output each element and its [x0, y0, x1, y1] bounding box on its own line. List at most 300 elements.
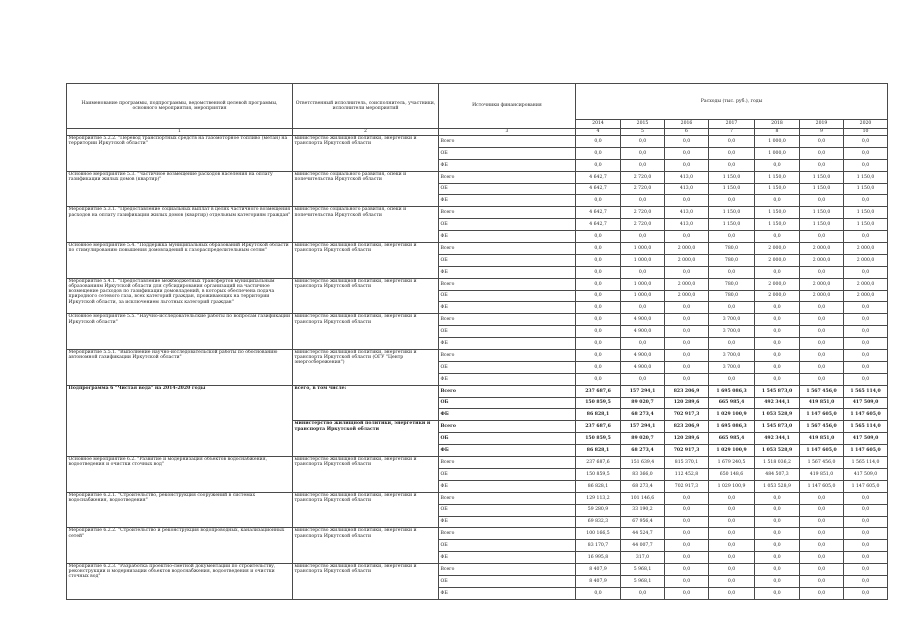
value-cell: 83 170,7	[576, 540, 621, 552]
value-cell: 417 509,0	[844, 433, 888, 445]
source-cell: Всего	[439, 385, 576, 397]
value-cell: 0,0	[844, 147, 888, 159]
value-cell: 0,0	[665, 195, 709, 207]
value-cell: 0,0	[755, 528, 800, 540]
value-cell: 0,0	[576, 195, 621, 207]
value-cell: 67 956,4	[621, 516, 665, 528]
value-cell: 0,0	[755, 361, 800, 373]
value-cell: 0,0	[755, 231, 800, 243]
value-cell: 1 029 100,9	[709, 409, 755, 421]
value-cell: 4 642,7	[576, 183, 621, 195]
value-cell: 0,0	[709, 338, 755, 350]
value-cell: 4 642,7	[576, 207, 621, 219]
value-cell: 89 020,7	[621, 433, 665, 445]
value-cell: 0,0	[800, 159, 844, 171]
value-cell: 1 150,0	[709, 171, 755, 183]
program-name-cell: Мероприятие 6.2.2. "Строительство и реконструкция водопроводных, канализационных сетей"	[67, 528, 293, 564]
value-cell: 0,0	[621, 302, 665, 314]
source-cell: Всего	[439, 207, 576, 219]
value-cell: 0,0	[800, 564, 844, 576]
value-cell: 1 545 873,0	[755, 421, 800, 433]
value-cell: 0,0	[665, 587, 709, 599]
source-cell: ОБ	[439, 468, 576, 480]
value-cell: 0,0	[844, 373, 888, 385]
table-row	[67, 492, 888, 504]
value-cell: 0,0	[800, 326, 844, 338]
value-cell: 151 639,4	[621, 457, 665, 469]
program-name-cell: Мероприятие 5.4.1. "Предоставление межбюджетных трансфертов муниципальным образованиям Иркутской области для субсидирования организаций на частичное возмещение расходов по газификации домовладений, в которых обеспечена подача природного сетевого газа, всех категорий граждан, проживающих на территории Иркутской области, за исключением льготных категорий граждан"	[67, 278, 293, 314]
value-cell: 120 289,6	[665, 397, 709, 409]
value-cell: 1 150,0	[709, 183, 755, 195]
value-cell: 1 147 605,0	[844, 445, 888, 457]
value-cell: 0,0	[844, 361, 888, 373]
value-cell: 0,0	[755, 338, 800, 350]
value-cell: 317,0	[621, 552, 665, 564]
program-name-cell: Мероприятие 6.2.1. "Строительство, реконструкция сооружений в системах водоснабжения, водоотведения"	[67, 492, 293, 528]
value-cell: 120 289,6	[665, 433, 709, 445]
value-cell: 0,0	[665, 373, 709, 385]
value-cell: 86 828,1	[576, 480, 621, 492]
value-cell: 2 000,0	[665, 243, 709, 255]
value-cell: 0,0	[800, 147, 844, 159]
source-cell: ФБ	[439, 231, 576, 243]
value-cell: 0,0	[755, 350, 800, 362]
value-cell: 0,0	[844, 195, 888, 207]
header-year: 2015	[621, 120, 665, 129]
table-row	[67, 243, 888, 255]
value-cell: 0,0	[755, 575, 800, 587]
value-cell: 2 720,0	[621, 207, 665, 219]
value-cell: 0,0	[576, 290, 621, 302]
value-cell: 0,0	[709, 147, 755, 159]
source-cell: ОБ	[439, 540, 576, 552]
value-cell: 1 150,0	[800, 171, 844, 183]
value-cell: 0,0	[576, 266, 621, 278]
value-cell: 780,0	[709, 243, 755, 255]
value-cell: 2 720,0	[621, 219, 665, 231]
source-cell: ФБ	[439, 480, 576, 492]
value-cell: 4 642,7	[576, 219, 621, 231]
value-cell: 0,0	[576, 338, 621, 350]
value-cell: 1 000,0	[755, 136, 800, 148]
value-cell: 0,0	[665, 326, 709, 338]
value-cell: 0,0	[709, 528, 755, 540]
subprogram-ministry-label: министерство жилищной политики, энергетики и транспорта Иркутской области	[293, 421, 439, 457]
source-cell: ФБ	[439, 445, 576, 457]
value-cell: 2 000,0	[800, 278, 844, 290]
table-row	[67, 171, 888, 183]
header-year: 2019	[800, 120, 844, 129]
value-cell: 665 985,4	[709, 397, 755, 409]
value-cell: 702 917,3	[665, 409, 709, 421]
header-expenses: Расходы (тыс. руб.), годы	[576, 84, 888, 120]
value-cell: 0,0	[800, 350, 844, 362]
value-cell: 1 150,0	[800, 219, 844, 231]
value-cell: 0,0	[709, 159, 755, 171]
value-cell: 0,0	[709, 195, 755, 207]
value-cell: 0,0	[844, 528, 888, 540]
value-cell: 1 150,0	[709, 207, 755, 219]
source-cell: ОБ	[439, 219, 576, 231]
table-row	[67, 457, 888, 469]
value-cell: 0,0	[800, 587, 844, 599]
source-cell: ФБ	[439, 409, 576, 421]
source-cell: Всего	[439, 278, 576, 290]
executor-cell: министерство жилищной политики, энергетики и транспорта Иркутской области	[293, 528, 439, 564]
value-cell: 2 000,0	[755, 278, 800, 290]
value-cell: 0,0	[621, 136, 665, 148]
subprogram-name-cell: Подпрограмма 6 "Чистая вода" на 2014-2020 годы	[67, 385, 293, 456]
subprogram-total-label: всего, в том числе:	[293, 385, 439, 421]
value-cell: 0,0	[665, 504, 709, 516]
source-cell: Всего	[439, 136, 576, 148]
header-year: 2016	[665, 120, 709, 129]
source-cell: ФБ	[439, 587, 576, 599]
value-cell: 157 294,1	[621, 421, 665, 433]
source-cell: Всего	[439, 243, 576, 255]
value-cell: 237 687,6	[576, 421, 621, 433]
program-name-cell: Мероприятие 5.2.2. "Перевод транспортных средств на газомоторное топливо (метан) на территории Иркутской области"	[67, 136, 293, 172]
table-row	[67, 314, 888, 326]
value-cell: 1 150,0	[800, 183, 844, 195]
executor-cell: министерство жилищной политики, энергетики и транспорта Иркутской области	[293, 457, 439, 493]
source-cell: ФБ	[439, 195, 576, 207]
value-cell: 0,0	[755, 195, 800, 207]
value-cell: 0,0	[844, 575, 888, 587]
value-cell: 1 053 528,9	[755, 409, 800, 421]
value-cell: 0,0	[800, 314, 844, 326]
value-cell: 0,0	[844, 231, 888, 243]
value-cell: 0,0	[621, 147, 665, 159]
source-cell: ФБ	[439, 159, 576, 171]
table-row	[67, 350, 888, 362]
value-cell: 1 029 100,9	[709, 480, 755, 492]
value-cell: 2 000,0	[844, 243, 888, 255]
source-cell: ОБ	[439, 433, 576, 445]
value-cell: 1 147 605,0	[844, 480, 888, 492]
value-cell: 1 567 456,0	[800, 457, 844, 469]
value-cell: 0,0	[709, 504, 755, 516]
value-cell: 1 695 086,3	[709, 385, 755, 397]
value-cell: 150 859,5	[576, 433, 621, 445]
value-cell: 0,0	[621, 373, 665, 385]
value-cell: 1 150,0	[844, 219, 888, 231]
value-cell: 2 000,0	[800, 243, 844, 255]
value-cell: 1 565 114,0	[844, 421, 888, 433]
value-cell: 0,0	[665, 147, 709, 159]
value-cell: 419 851,0	[800, 397, 844, 409]
value-cell: 1 147 605,0	[800, 445, 844, 457]
column-number: 1	[67, 129, 293, 136]
table-row	[67, 278, 888, 290]
value-cell: 150 859,5	[576, 468, 621, 480]
value-cell: 33 190,2	[621, 504, 665, 516]
column-number: 4	[576, 129, 621, 136]
value-cell: 2 000,0	[755, 254, 800, 266]
value-cell: 100 166,5	[576, 528, 621, 540]
value-cell: 1 150,0	[800, 207, 844, 219]
value-cell: 3 700,0	[709, 361, 755, 373]
value-cell: 1 518 036,2	[755, 457, 800, 469]
source-cell: ОБ	[439, 326, 576, 338]
executor-cell: министерство жилищной политики, энергетики и транспорта Иркутской области	[293, 564, 439, 600]
value-cell: 1 000,0	[755, 147, 800, 159]
value-cell: 484 507,3	[755, 468, 800, 480]
table-row	[67, 564, 888, 576]
value-cell: 1 695 086,3	[709, 421, 755, 433]
source-cell: Всего	[439, 457, 576, 469]
value-cell: 2 000,0	[844, 254, 888, 266]
value-cell: 702 917,3	[665, 480, 709, 492]
value-cell: 0,0	[576, 587, 621, 599]
value-cell: 2 000,0	[844, 290, 888, 302]
value-cell: 0,0	[800, 504, 844, 516]
executor-cell: министерство жилищной политики, энергетики и транспорта Иркутской области	[293, 136, 439, 172]
value-cell: 0,0	[576, 350, 621, 362]
value-cell: 417 509,0	[844, 468, 888, 480]
value-cell: 0,0	[709, 516, 755, 528]
value-cell: 0,0	[665, 136, 709, 148]
value-cell: 0,0	[844, 540, 888, 552]
value-cell: 16 995,8	[576, 552, 621, 564]
value-cell: 1 545 873,0	[755, 385, 800, 397]
value-cell: 44 524,7	[621, 528, 665, 540]
value-cell: 823 206,9	[665, 421, 709, 433]
source-cell: Всего	[439, 171, 576, 183]
value-cell: 44 007,7	[621, 540, 665, 552]
value-cell: 150 859,5	[576, 397, 621, 409]
column-number: 10	[844, 129, 888, 136]
value-cell: 2 000,0	[844, 278, 888, 290]
value-cell: 0,0	[621, 338, 665, 350]
column-number: 2	[293, 129, 439, 136]
value-cell: 0,0	[755, 552, 800, 564]
value-cell: 0,0	[576, 302, 621, 314]
value-cell: 0,0	[576, 243, 621, 255]
value-cell: 0,0	[709, 266, 755, 278]
source-cell: Всего	[439, 421, 576, 433]
value-cell: 4 642,7	[576, 171, 621, 183]
value-cell: 1 000,0	[621, 254, 665, 266]
value-cell: 0,0	[576, 254, 621, 266]
value-cell: 0,0	[665, 350, 709, 362]
header-year: 2017	[709, 120, 755, 129]
value-cell: 0,0	[665, 516, 709, 528]
source-cell: ОБ	[439, 397, 576, 409]
value-cell: 413,0	[665, 207, 709, 219]
value-cell: 1 000,0	[621, 290, 665, 302]
value-cell: 0,0	[755, 266, 800, 278]
value-cell: 89 020,7	[621, 397, 665, 409]
value-cell: 0,0	[844, 552, 888, 564]
value-cell: 1 000,0	[621, 243, 665, 255]
column-number: 8	[755, 129, 800, 136]
value-cell: 0,0	[844, 136, 888, 148]
value-cell: 0,0	[755, 516, 800, 528]
value-cell: 0,0	[844, 504, 888, 516]
value-cell: 8 407,9	[576, 564, 621, 576]
value-cell: 0,0	[576, 326, 621, 338]
value-cell: 3 700,0	[709, 314, 755, 326]
value-cell: 0,0	[665, 159, 709, 171]
value-cell: 0,0	[844, 587, 888, 599]
program-name-cell: Мероприятие 5.3.1. "Предоставление социальных выплат в целях частичного возмещения расходов на оплату газификации жилых домов (квартир) отдельным категориям граждан"	[67, 207, 293, 243]
program-name-cell: Основное мероприятие 5.4. "Поддержка муниципальных образований Иркутской области по стимулированию повышения домовладений к газораспределительным сетям"	[67, 243, 293, 279]
value-cell: 780,0	[709, 254, 755, 266]
value-cell: 8 407,9	[576, 575, 621, 587]
value-cell: 129 113,2	[576, 492, 621, 504]
value-cell: 0,0	[755, 587, 800, 599]
value-cell: 2 000,0	[755, 290, 800, 302]
value-cell: 0,0	[576, 147, 621, 159]
source-cell: ОБ	[439, 147, 576, 159]
value-cell: 0,0	[800, 373, 844, 385]
value-cell: 112 452,8	[665, 468, 709, 480]
program-name-cell: Мероприятие 5.5.1. "Выполнение научно-исследовательской работы по обоснованию автономной газификации Иркутской области"	[67, 350, 293, 386]
executor-cell: министерство жилищной политики, энергетики и транспорта Иркутской области	[293, 492, 439, 528]
value-cell: 237 687,6	[576, 385, 621, 397]
value-cell: 0,0	[665, 361, 709, 373]
table-row	[67, 207, 888, 219]
value-cell: 0,0	[709, 231, 755, 243]
value-cell: 417 509,0	[844, 397, 888, 409]
value-cell: 0,0	[665, 266, 709, 278]
value-cell: 419 851,0	[800, 468, 844, 480]
value-cell: 3 700,0	[709, 350, 755, 362]
executor-cell: министерство жилищной политики, энергетики и транспорта Иркутской области	[293, 243, 439, 279]
value-cell: 0,0	[844, 564, 888, 576]
source-cell: ФБ	[439, 552, 576, 564]
value-cell: 0,0	[576, 361, 621, 373]
source-cell: ОБ	[439, 290, 576, 302]
column-number: 5	[621, 129, 665, 136]
value-cell: 68 273,4	[621, 480, 665, 492]
executor-cell: министерство социального развития, опеки и попечительства Иркутской области	[293, 171, 439, 207]
value-cell: 780,0	[709, 278, 755, 290]
value-cell: 0,0	[709, 540, 755, 552]
value-cell: 0,0	[576, 314, 621, 326]
value-cell: 1 150,0	[755, 171, 800, 183]
header-source: Источники финансирования	[439, 84, 576, 129]
value-cell: 2 000,0	[800, 254, 844, 266]
value-cell: 0,0	[665, 231, 709, 243]
value-cell: 0,0	[800, 540, 844, 552]
value-cell: 1 150,0	[844, 171, 888, 183]
value-cell: 1 150,0	[844, 207, 888, 219]
source-cell: ФБ	[439, 516, 576, 528]
value-cell: 0,0	[844, 338, 888, 350]
source-cell: ОБ	[439, 504, 576, 516]
value-cell: 0,0	[755, 540, 800, 552]
value-cell: 4 900,0	[621, 361, 665, 373]
value-cell: 0,0	[755, 504, 800, 516]
value-cell: 0,0	[800, 552, 844, 564]
value-cell: 86 828,1	[576, 409, 621, 421]
value-cell: 0,0	[844, 266, 888, 278]
value-cell: 0,0	[844, 302, 888, 314]
value-cell: 0,0	[709, 492, 755, 504]
value-cell: 68 273,4	[621, 445, 665, 457]
value-cell: 0,0	[621, 195, 665, 207]
value-cell: 1 000,0	[621, 278, 665, 290]
source-cell: Всего	[439, 528, 576, 540]
value-cell: 0,0	[709, 373, 755, 385]
source-cell: ФБ	[439, 302, 576, 314]
value-cell: 2 000,0	[665, 290, 709, 302]
value-cell: 419 851,0	[800, 433, 844, 445]
header-year: 2018	[755, 120, 800, 129]
program-name-cell: Основное мероприятие 5.5. "Научно-исследовательские работы по вопросам газификации Иркутской области"	[67, 314, 293, 350]
value-cell: 780,0	[709, 290, 755, 302]
value-cell: 1 150,0	[755, 219, 800, 231]
value-cell: 3 700,0	[709, 326, 755, 338]
header-executor: Ответственный исполнитель, соисполнитель, участники, исполнители мероприятий	[293, 84, 439, 129]
value-cell: 1 147 605,0	[844, 409, 888, 421]
value-cell: 0,0	[621, 266, 665, 278]
value-cell: 1 053 528,9	[755, 480, 800, 492]
value-cell: 0,0	[800, 136, 844, 148]
value-cell: 492 344,1	[755, 397, 800, 409]
value-cell: 59 280,9	[576, 504, 621, 516]
value-cell: 0,0	[709, 302, 755, 314]
value-cell: 4 900,0	[621, 326, 665, 338]
value-cell: 2 720,0	[621, 183, 665, 195]
source-cell: Всего	[439, 492, 576, 504]
value-cell: 0,0	[665, 302, 709, 314]
value-cell: 1 567 456,0	[800, 385, 844, 397]
value-cell: 83 366,0	[621, 468, 665, 480]
value-cell: 5 968,1	[621, 564, 665, 576]
value-cell: 1 150,0	[755, 183, 800, 195]
source-cell: ОБ	[439, 254, 576, 266]
value-cell: 0,0	[665, 575, 709, 587]
value-cell: 0,0	[709, 136, 755, 148]
value-cell: 0,0	[576, 231, 621, 243]
program-name-cell: Основное мероприятие 6.2. "Развитие и модернизация объектов водоснабжения, водоотведения и очистки сточных вод"	[67, 457, 293, 493]
value-cell: 2 000,0	[755, 243, 800, 255]
source-cell: Всего	[439, 350, 576, 362]
source-cell: ФБ	[439, 373, 576, 385]
source-cell: ФБ	[439, 266, 576, 278]
value-cell: 1 150,0	[755, 207, 800, 219]
value-cell: 0,0	[665, 492, 709, 504]
value-cell: 0,0	[621, 159, 665, 171]
source-cell: ФБ	[439, 338, 576, 350]
value-cell: 0,0	[844, 326, 888, 338]
value-cell: 413,0	[665, 219, 709, 231]
source-cell: Всего	[439, 314, 576, 326]
value-cell: 0,0	[621, 587, 665, 599]
value-cell: 1 567 456,0	[800, 421, 844, 433]
column-number: 3	[439, 129, 576, 136]
value-cell: 0,0	[709, 552, 755, 564]
value-cell: 0,0	[800, 492, 844, 504]
table-body	[67, 136, 888, 600]
budget-table	[66, 83, 888, 600]
value-cell: 2 000,0	[800, 290, 844, 302]
source-cell: ОБ	[439, 575, 576, 587]
header-year: 2020	[844, 120, 888, 129]
value-cell: 5 968,1	[621, 575, 665, 587]
value-cell: 0,0	[800, 361, 844, 373]
value-cell: 101 146,6	[621, 492, 665, 504]
value-cell: 2 000,0	[665, 254, 709, 266]
executor-cell: министерство социального развития, опеки и попечительства Иркутской области	[293, 207, 439, 243]
value-cell: 0,0	[665, 564, 709, 576]
value-cell: 0,0	[665, 540, 709, 552]
table-row	[67, 385, 888, 397]
value-cell: 1 150,0	[844, 183, 888, 195]
